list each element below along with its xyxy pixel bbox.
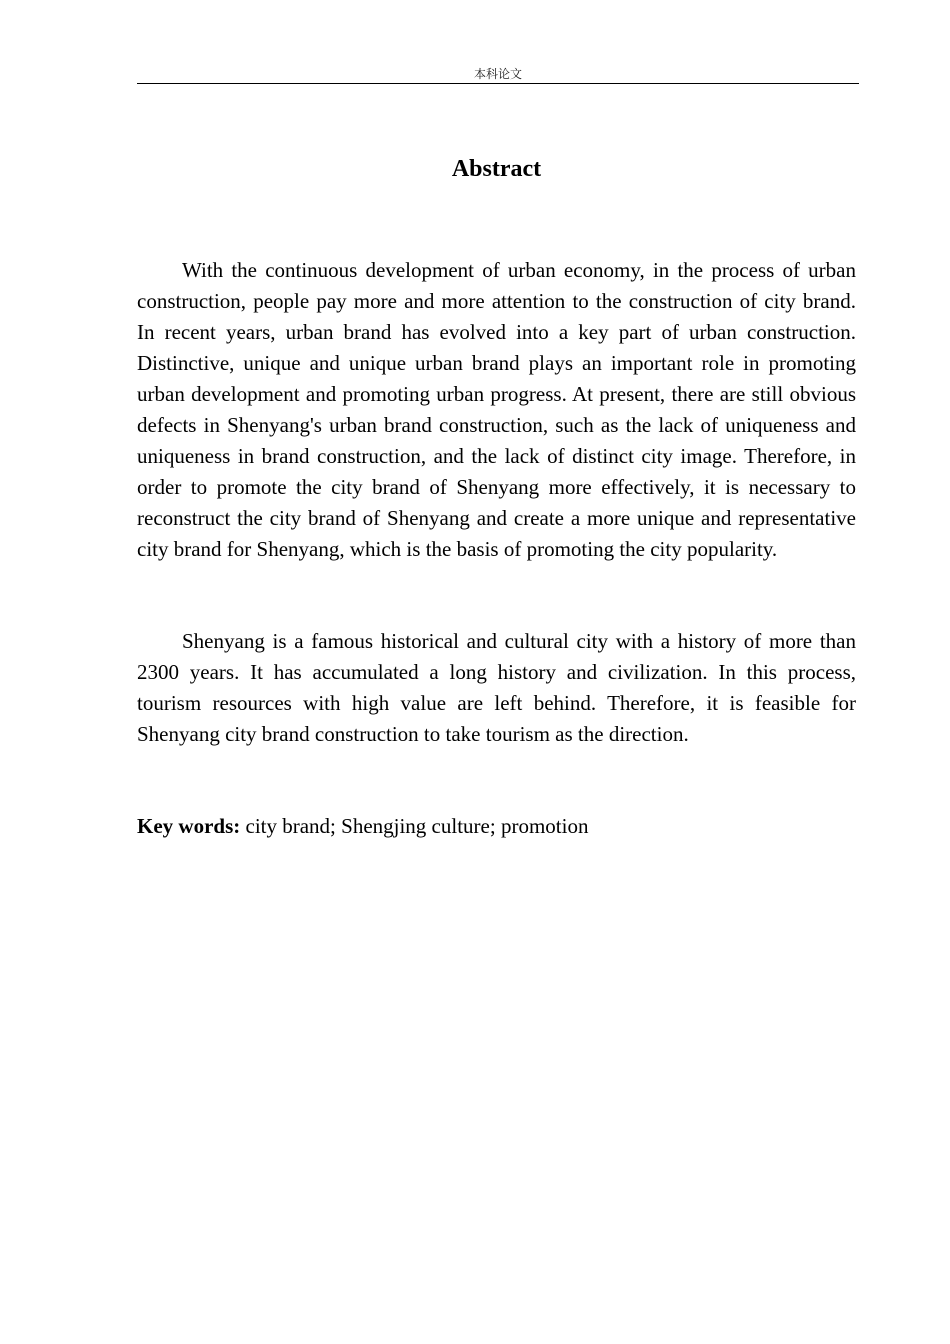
abstract-paragraph-1: With the continuous development of urban economy, in the process of urban construction, people pay more and more attention to the construction of city brand. In recent years, urban brand has evolved into a key part of urban construction. Distinctive, unique and unique urban brand plays an important role in promoting urban development and promoting urban progress. At present, there are still obvious defects in Shenyang's urban brand construction, such as the lack of uniqueness and uniqueness in brand construction, and the lack of distinct city image. Therefore, in order to promote the city brand of Shenyang more effectively, it is necessary to reconstruct the city brand of Shenyang and create a more unique and representative city brand for Shenyang, which is the basis of promoting the city popularity. [137, 258, 856, 561]
abstract-paragraph-2: Shenyang is a famous historical and cultural city with a history of more than 2300 years. It has accumulated a long history and civilization. In this process, tourism resources with high value are left behind. Therefore, it is feasible for Shenyang city brand construction to take tourism as the direction. [137, 629, 856, 746]
abstract-title: Abstract [451, 156, 542, 182]
header-rule [137, 83, 859, 84]
keywords-line [137, 811, 856, 842]
keywords-text: city brand; Shengjing culture; promotion [240, 814, 589, 838]
keywords-label: Key words: [137, 814, 241, 838]
running-header-title: 本科论文 [473, 67, 522, 81]
